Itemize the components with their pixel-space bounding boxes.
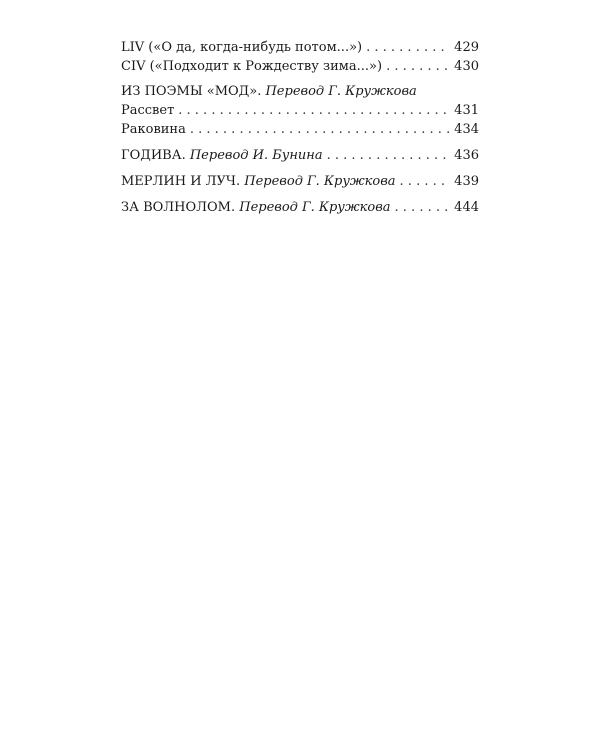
toc-entry-title: Раковина [121, 122, 186, 137]
toc-page-number: 434 [454, 122, 479, 137]
toc-section-maud [121, 82, 479, 101]
toc-entry-godiva [121, 146, 479, 165]
dot-leader [190, 120, 450, 139]
section-title: ИЗ ПОЭМЫ «МОД». [121, 84, 262, 99]
translator-credit: Перевод Г. Кружкова [265, 84, 417, 99]
toc-entry-title [121, 172, 396, 191]
toc-entry-civ [121, 57, 479, 76]
toc-entry-dawn [121, 101, 479, 120]
toc-page-number: 444 [454, 200, 479, 215]
toc-entry-breakwater [121, 198, 479, 217]
toc-page-number: 429 [454, 40, 479, 55]
toc-entry-liv [121, 38, 479, 57]
toc-entry-merlin [121, 172, 479, 191]
toc-page-number: 436 [454, 148, 479, 163]
toc-entry-title: Рассвет [121, 103, 175, 118]
toc-page-number: 430 [454, 59, 479, 74]
toc-page-number: 431 [454, 103, 479, 118]
dot-leader [327, 146, 451, 165]
dot-leader [386, 57, 450, 76]
toc-page-number: 439 [454, 174, 479, 189]
toc-section-heading [121, 82, 417, 101]
translator-credit: Перевод И. Бунина [189, 148, 323, 163]
toc-entry-shell [121, 120, 479, 139]
poem-title: ЗА ВОЛНОЛОМ. [121, 200, 236, 215]
dot-leader [178, 101, 450, 120]
translator-credit: Перевод Г. Кружкова [244, 174, 396, 189]
toc-entry-title: CIV («Подходит к Рождеству зима...») [121, 59, 383, 74]
dot-leader [366, 38, 450, 57]
table-of-contents [121, 38, 479, 217]
dot-leader [395, 198, 451, 217]
translator-credit: Перевод Г. Кружкова [239, 200, 391, 215]
toc-entry-title [121, 146, 323, 165]
toc-entry-title [121, 198, 391, 217]
dot-leader [400, 172, 451, 191]
toc-entry-title: LIV («О да, когда-нибудь потом...») [121, 40, 363, 55]
poem-title: МЕРЛИН И ЛУЧ. [121, 174, 241, 189]
poem-title: ГОДИВА. [121, 148, 186, 163]
